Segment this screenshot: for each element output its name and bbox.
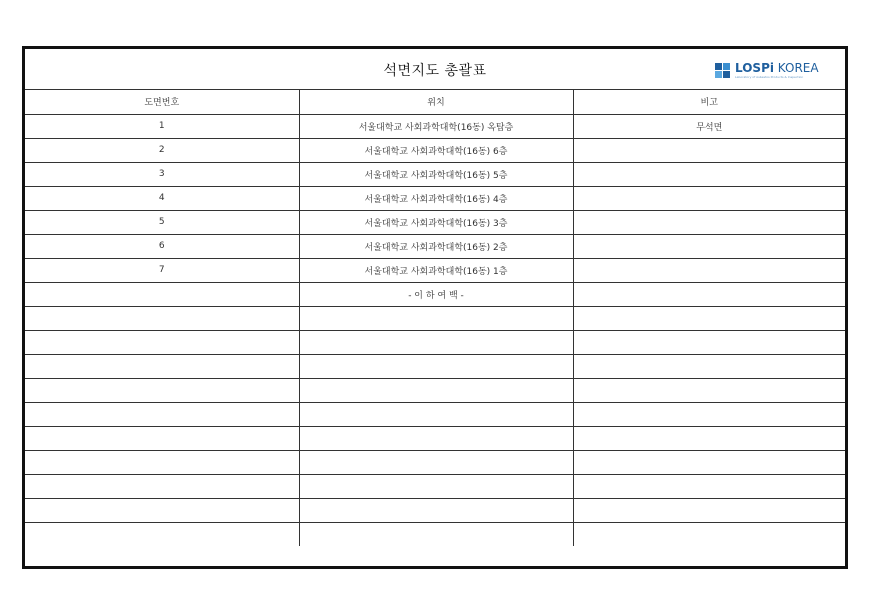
cell-location: - 이 하 여 백 - — [299, 282, 573, 306]
table-row — [25, 114, 845, 138]
cell-location: 서울대학교 사회과학대학(16동) 2층 — [299, 234, 573, 258]
cell-remarks — [573, 330, 845, 354]
cell-remarks — [573, 402, 845, 426]
cell-location: 서울대학교 사회과학대학(16동) 5층 — [299, 162, 573, 186]
cell-remarks — [573, 306, 845, 330]
cell-remarks — [573, 186, 845, 210]
table-row — [25, 330, 845, 354]
cell-remarks — [573, 354, 845, 378]
table-row — [25, 258, 845, 282]
table-row — [25, 354, 845, 378]
table-row — [25, 210, 845, 234]
cell-drawing-no: 7 — [25, 258, 299, 282]
table-header-row — [25, 90, 845, 114]
document-title: 석면지도 총괄표 — [383, 63, 487, 79]
cell-remarks — [573, 138, 845, 162]
cell-location — [299, 426, 573, 450]
cell-location — [299, 522, 573, 546]
cell-remarks — [573, 522, 845, 546]
cell-location — [299, 498, 573, 522]
table-row — [25, 162, 845, 186]
cell-drawing-no: 4 — [25, 186, 299, 210]
cell-remarks — [573, 234, 845, 258]
cell-remarks: 무석면 — [573, 114, 845, 138]
cell-drawing-no: 6 — [25, 234, 299, 258]
cell-drawing-no — [25, 498, 299, 522]
cell-drawing-no — [25, 474, 299, 498]
cell-location — [299, 474, 573, 498]
cell-drawing-no — [25, 282, 299, 306]
table-row — [25, 402, 845, 426]
column-header-remarks: 비고 — [573, 90, 845, 114]
cell-remarks — [573, 258, 845, 282]
column-header-location: 위치 — [299, 90, 573, 114]
cell-remarks — [573, 426, 845, 450]
cell-remarks — [573, 378, 845, 402]
cell-location — [299, 402, 573, 426]
cell-remarks — [573, 210, 845, 234]
cell-drawing-no — [25, 426, 299, 450]
cell-drawing-no — [25, 330, 299, 354]
cell-remarks — [573, 498, 845, 522]
cell-location — [299, 378, 573, 402]
cell-drawing-no — [25, 354, 299, 378]
table-row — [25, 450, 845, 474]
table-row — [25, 138, 845, 162]
cell-drawing-no — [25, 522, 299, 546]
cell-remarks — [573, 162, 845, 186]
table-row — [25, 378, 845, 402]
title-row — [25, 49, 845, 90]
table-row — [25, 474, 845, 498]
logo-tagline: Laboratory of Asbestos Products & Inspection — [735, 75, 804, 79]
cell-drawing-no: 1 — [25, 114, 299, 138]
cell-drawing-no: 5 — [25, 210, 299, 234]
cell-location — [299, 306, 573, 330]
cell-location — [299, 354, 573, 378]
cell-location: 서울대학교 사회과학대학(16동) 1층 — [299, 258, 573, 282]
cell-drawing-no: 2 — [25, 138, 299, 162]
cell-drawing-no — [25, 378, 299, 402]
logo-brand-b: KOREA — [773, 61, 819, 75]
table-row — [25, 306, 845, 330]
column-header-drawing-no: 도면번호 — [25, 90, 299, 114]
cell-drawing-no: 3 — [25, 162, 299, 186]
table-row — [25, 498, 845, 522]
logo-brand-a: LOSPi — [735, 61, 774, 75]
cell-location — [299, 330, 573, 354]
cell-drawing-no — [25, 402, 299, 426]
cell-remarks — [573, 450, 845, 474]
cell-drawing-no — [25, 450, 299, 474]
cell-drawing-no — [25, 306, 299, 330]
cell-location: 서울대학교 사회과학대학(16동) 6층 — [299, 138, 573, 162]
cell-location: 서울대학교 사회과학대학(16동) 옥탑층 — [299, 114, 573, 138]
table-row — [25, 282, 845, 306]
table-row — [25, 186, 845, 210]
table-row — [25, 234, 845, 258]
cell-remarks — [573, 282, 845, 306]
table-row — [25, 426, 845, 450]
lospi-korea-logo — [715, 62, 825, 80]
table-row — [25, 522, 845, 546]
document-sheet — [22, 46, 848, 569]
cell-location: 서울대학교 사회과학대학(16동) 3층 — [299, 210, 573, 234]
logo-wordmark — [735, 61, 819, 75]
logo-grid-icon — [715, 63, 731, 79]
cell-location: 서울대학교 사회과학대학(16동) 4층 — [299, 186, 573, 210]
cell-remarks — [573, 474, 845, 498]
summary-table — [25, 90, 845, 546]
cell-location — [299, 450, 573, 474]
